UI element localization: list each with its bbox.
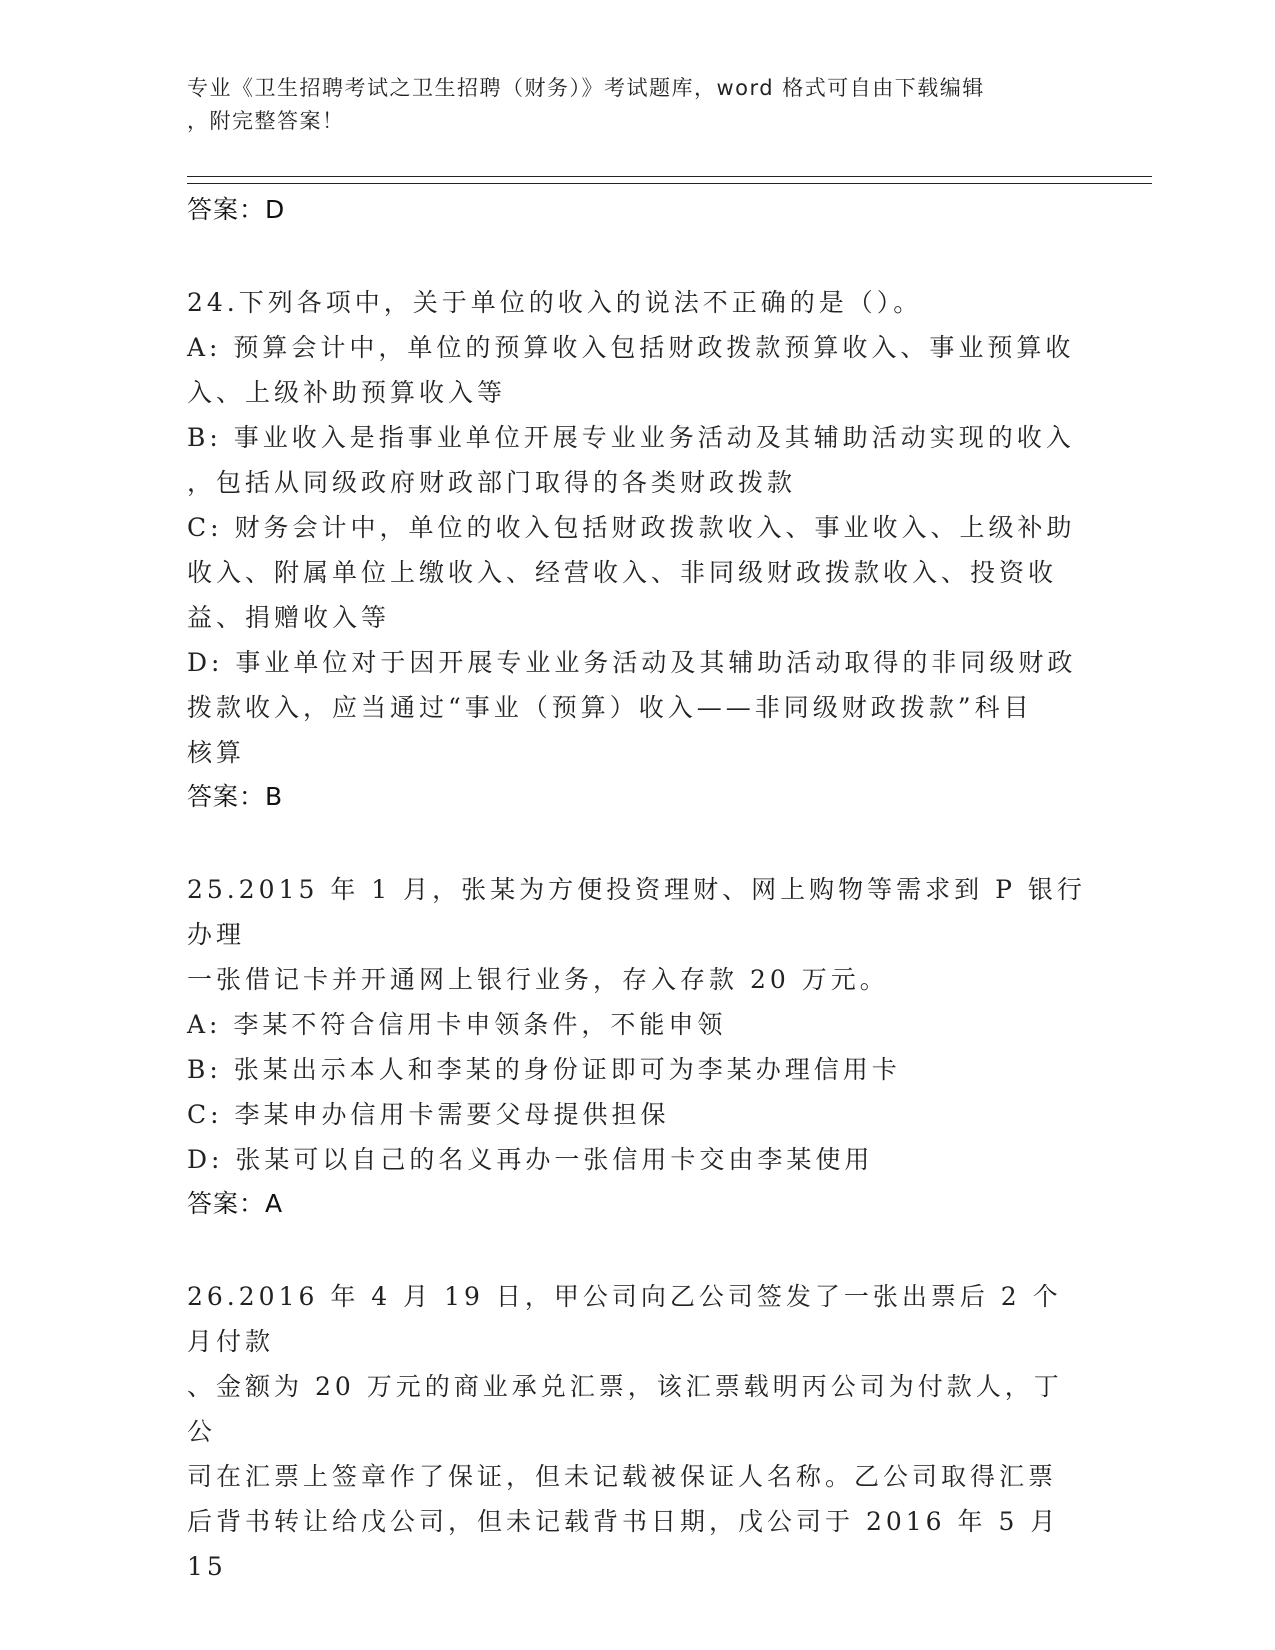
answer-line (187, 1182, 1087, 1226)
option-line: B: 事业收入是指事业单位开展专业业务活动及其辅助活动实现的收入 (187, 423, 1075, 452)
option-line: A: 李某不符合信用卡申领条件，不能申领 (187, 1010, 727, 1039)
header-divider (187, 176, 1152, 184)
option-line: C: 财务会计中，单位的收入包括财政拨款收入、事业收入、上级补助 (187, 513, 1076, 542)
option-line: 核算 (187, 738, 246, 767)
question-line: 26.2016 年 4 月 19 日，甲公司向乙公司签发了一张出票后 2 个月付款 (187, 1282, 1062, 1356)
option-line: A: 预算会计中，单位的预算收入包括财政拨款预算收入、事业预算收 (187, 333, 1075, 362)
document-body (187, 188, 1087, 1589)
option-line: C: 李某申办信用卡需要父母提供担保 (187, 1100, 670, 1129)
question-line: 司在汇票上签章作了保证，但未记载被保证人名称。乙公司取得汇票 (187, 1462, 1058, 1491)
question-line: 一张借记卡并开通网上银行业务，存入存款 20 万元。 (187, 965, 889, 994)
option-line: 收入、附属单位上缴收入、经营收入、非同级财政拨款收入、投资收 (187, 558, 1058, 587)
question-line: 24.下列各项中，关于单位的收入的说法不正确的是（）。 (187, 288, 923, 317)
spacer (187, 819, 1087, 867)
answer-value: B (265, 782, 284, 811)
answer-label: 答案： (187, 195, 266, 224)
option-line: B: 张某出示本人和李某的身份证即可为李某办理信用卡 (187, 1055, 901, 1084)
question-24 (187, 280, 1087, 775)
option-line: 拨款收入，应当通过“事业（预算）收入——非同级财政拨款”科目 (187, 693, 1033, 722)
option-line: D: 张某可以自己的名义再办一张信用卡交由李某使用 (187, 1145, 874, 1174)
header-line-2: ，附完整答案！ (187, 109, 345, 133)
option-line: 入、上级补助预算收入等 (187, 378, 507, 407)
spacer (187, 232, 1087, 280)
header-line-1: 专业《卫生招聘考试之卫生招聘（财务）》考试题库，word 格式可自由下载编辑 (187, 76, 985, 100)
answer-value: A (265, 1189, 284, 1218)
question-25 (187, 867, 1087, 1182)
document-header (187, 72, 1087, 138)
answer-line (187, 188, 1087, 232)
spacer (187, 1226, 1087, 1274)
question-26 (187, 1274, 1087, 1589)
question-line: 后背书转让给戊公司，但未记载背书日期，戊公司于 2016 年 5 月 15 (187, 1507, 1060, 1581)
option-line: 益、捐赠收入等 (187, 603, 391, 632)
answer-line (187, 775, 1087, 819)
question-line: 25.2015 年 1 月，张某为方便投资理财、网上购物等需求到 P 银行办理 (187, 875, 1086, 949)
option-line: ，包括从同级政府财政部门取得的各类财政拨款 (187, 468, 797, 497)
option-line: D: 事业单位对于因开展专业业务活动及其辅助活动取得的非同级财政 (187, 648, 1077, 677)
answer-value: D (265, 195, 286, 224)
answer-label: 答案： (187, 782, 266, 811)
question-line: 、金额为 20 万元的商业承兑汇票，该汇票载明丙公司为付款人，丁公 (187, 1372, 1063, 1446)
answer-label: 答案： (187, 1189, 266, 1218)
